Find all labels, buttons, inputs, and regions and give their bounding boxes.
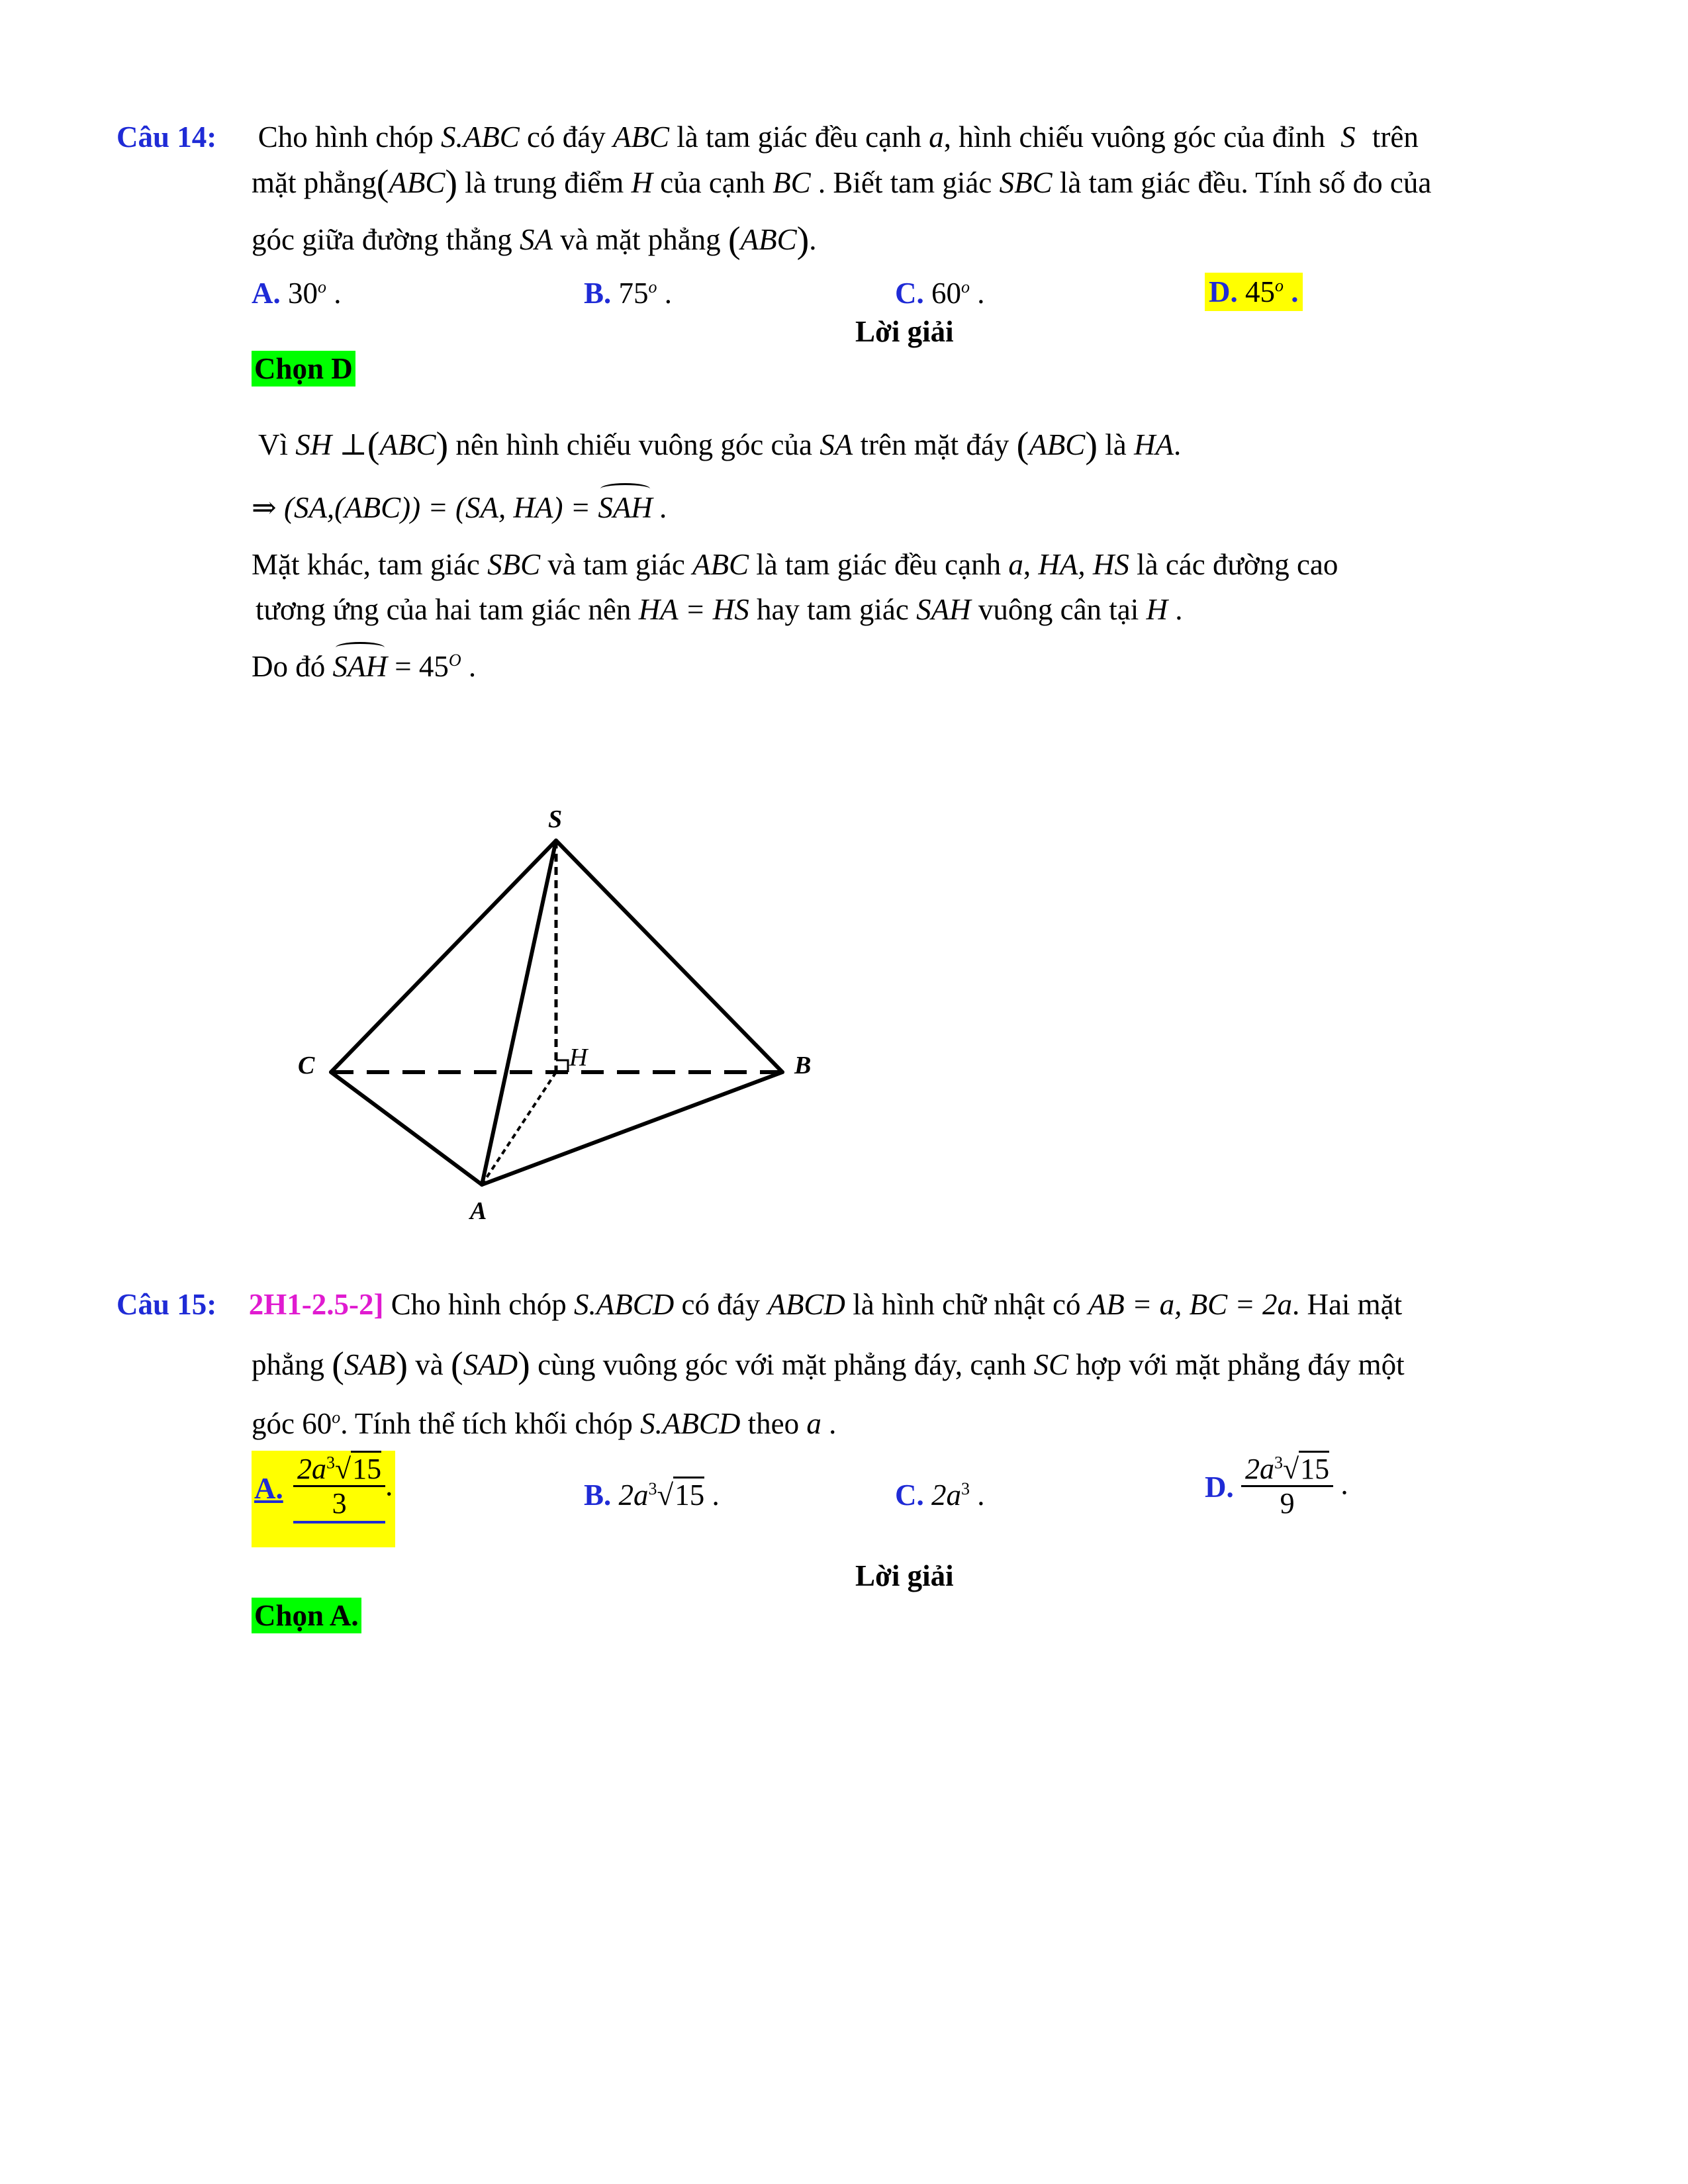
edge-sc (331, 841, 556, 1072)
q14-option-d: D. 45$^o$ . (1205, 273, 1303, 311)
q14-option-sup: o (318, 277, 326, 296)
q15-text: có đáy (681, 1288, 761, 1321)
q14-text: của cạnh (660, 166, 765, 199)
q14-text: Do đó (252, 650, 326, 683)
q14-option-letter: D. (1209, 275, 1238, 308)
q14-option-c: C. 60$^o$ . (895, 277, 985, 310)
q14-abc: ABC (740, 223, 797, 256)
q14-abc: ABC (612, 120, 669, 154)
q14-ha-eq-hs: HA = HS (638, 593, 749, 626)
q14-sol-line3: Mặt khác, tam giác SBC và tam giác ABC là tam giác đều cạnh a, HA, HS là các đường cao (252, 548, 1338, 581)
q14-text: hay tam giác (756, 593, 909, 626)
q15-text: hợp với mặt phẳng đáy một (1076, 1348, 1405, 1381)
q15-option-letter: C. (895, 1479, 924, 1512)
q14-bc: BC (773, 166, 811, 199)
q14-sa: SA (520, 223, 553, 256)
q15-solution-title: Lời giải (855, 1559, 954, 1592)
q14-a: a (1008, 548, 1023, 581)
q14-text: vuông cân tại (978, 593, 1139, 626)
q15-option-root: 15 (351, 1451, 381, 1485)
q15-degree-sup: o (332, 1408, 341, 1427)
q15-angle-value: 60 (302, 1407, 332, 1440)
q14-text: mặt phẳng (252, 166, 377, 199)
q14-option-value: 75 (618, 277, 649, 310)
q14-text: trên mặt đáy (860, 428, 1009, 461)
q14-option-letter: A. (252, 277, 281, 310)
q14-text: trên (1372, 120, 1419, 154)
q15-option-b: B. $2a^3√15$ . (584, 1477, 720, 1513)
q14-text: và mặt phẳng (560, 223, 721, 256)
q14-sol-line1: Vì SH ⊥(ABC) nên hình chiếu vuông góc của SA trên mặt đáy (ABC) là HA. (258, 425, 1182, 466)
q14-text: là tam giác đều cạnh (677, 120, 922, 154)
q14-a: a (929, 120, 944, 154)
q14-option-value: 60 (931, 277, 961, 310)
q14-text: là (1105, 428, 1127, 461)
q14-degree-sup: O (448, 651, 461, 670)
q15-text: phẳng (252, 1348, 324, 1381)
q14-line2: mặt phẳng(ABC) là trung điểm H của cạnh BC . Biết tam giác SBC là tam giác đều. Tính số đo của (252, 163, 1432, 204)
q15-text: . Hai mặt (1291, 1288, 1403, 1321)
q14-option-sup: o (648, 277, 657, 296)
q15-abcd: ABCD (767, 1288, 845, 1321)
edge-sa (482, 841, 556, 1185)
pyramid-figure (278, 801, 821, 1231)
q14-text: góc giữa đường thẳng (252, 223, 512, 256)
q14-option-a: A. 30$^o$ . (252, 277, 342, 310)
q14-text: là tam giác đều cạnh (756, 548, 1002, 581)
q14-sol-line4: tương ứng của hai tam giác nên HA = HS hay tam giác SAH vuông cân tại H . (256, 593, 1183, 626)
q14-text: = 45 (395, 650, 449, 683)
q14-sol-line5: Do đó SAH = $45^O$ . (252, 650, 477, 683)
q14-option-letter: C. (895, 277, 924, 310)
q15-chosen: Chọn A. (252, 1598, 361, 1633)
q15-line1 (117, 1287, 1402, 1322)
q14-angle-sah: SAH (332, 650, 387, 683)
q15-code: 2H1-2.5-2] (248, 1288, 384, 1321)
q15-text: góc (252, 1407, 295, 1440)
q15-text: theo (747, 1407, 800, 1440)
q14-sol-line2: ⇒ (SA,(ABC)) = (SA, HA) = SAH . (252, 491, 668, 524)
q14-line3: góc giữa đường thẳng SA và mặt phẳng (ABC). (252, 220, 817, 261)
q15-option-d: D. $\frac{2a^3√15}{9}$ . (1205, 1453, 1348, 1521)
q14-h: H (1146, 593, 1168, 626)
q14-sah: SAH (916, 593, 971, 626)
q15-sab: SAB (344, 1348, 396, 1381)
q15-ab-bc: AB = a, BC = 2a (1088, 1288, 1292, 1321)
q15-sabcd: S.ABCD (640, 1407, 741, 1440)
q15-text: và (415, 1348, 444, 1381)
q14-option-value: 45 (1245, 275, 1275, 308)
q14-h: H (631, 166, 653, 199)
q15-text: là hình chữ nhật có (853, 1288, 1081, 1321)
q15-text: . Tính thể tích khối chóp (340, 1407, 633, 1440)
q15-option-num: 2a (1245, 1453, 1274, 1485)
q15-sad: SAD (463, 1348, 518, 1381)
q14-text: Mặt khác, tam giác (252, 548, 480, 581)
q14-sbc: SBC (999, 166, 1053, 199)
q14-text: là trung điểm (465, 166, 624, 199)
q14-sa: SA (820, 428, 853, 461)
q14-option-b: B. 75$^o$ . (584, 277, 673, 310)
q15-line3: góc 60$^o$. Tính thể tích khối chóp S.ABCD theo a . (252, 1407, 837, 1440)
q15-option-sup: 3 (1274, 1453, 1283, 1473)
q15-option-value: 2a (618, 1479, 649, 1512)
edge-ab (482, 1072, 782, 1185)
q15-option-root: 15 (1299, 1451, 1329, 1485)
q14-abc: ABC (389, 166, 445, 199)
label-b: B (794, 1052, 812, 1079)
edge-ca (331, 1072, 482, 1185)
q15-line2: phẳng (SAB) và (SAD) cùng vuông góc với mặt phẳng đáy, cạnh SC hợp với mặt phẳng đáy một (252, 1345, 1405, 1386)
q14-text: là tam giác đều. Tính số đo của (1059, 166, 1432, 199)
q15-label: Câu 15: (117, 1288, 217, 1321)
label-s: S (548, 805, 563, 833)
q15-option-letter: A. (254, 1472, 283, 1505)
q14-text: có đáy (527, 120, 606, 154)
q14-chosen: Chọn D (252, 351, 355, 387)
q15-sc: SC (1033, 1348, 1069, 1381)
q15-text: cùng vuông góc với mặt phẳng đáy, cạnh (538, 1348, 1027, 1381)
q14-text: là các đường cao (1137, 548, 1338, 581)
q15-option-value: 2a (931, 1479, 961, 1512)
q15-option-root: 15 (673, 1477, 704, 1512)
label-h: H (569, 1044, 588, 1071)
edge-sb (556, 841, 782, 1072)
q15-option-sup: 3 (326, 1453, 335, 1473)
q15-text: Cho hình chóp (391, 1288, 567, 1321)
q14-text: và tam giác (547, 548, 685, 581)
q15-option-letter: D. (1205, 1471, 1234, 1504)
q14-option-value: 30 (288, 277, 318, 310)
q14-option-sup: o (1275, 276, 1284, 295)
q15-option-sup: 3 (648, 1479, 657, 1498)
q15-option-c: C. $2a^3$ . (895, 1479, 985, 1512)
q14-text: Cho hình chóp (258, 120, 434, 154)
q14-text: tương ứng của hai tam giác nên (256, 593, 632, 626)
label-c: C (298, 1052, 315, 1079)
q14-option-letter: B. (584, 277, 612, 310)
q14-sh: SH (295, 428, 332, 461)
q14-s: S (1340, 120, 1356, 154)
q15-a: a (806, 1407, 821, 1440)
q14-abc: ABC (1029, 428, 1086, 461)
q14-sbc: SBC (487, 548, 541, 581)
label-a: A (470, 1197, 487, 1225)
q14-option-sup: o (961, 277, 970, 296)
q14-abc: ABC (692, 548, 749, 581)
q15-option-den: 3 (332, 1487, 347, 1520)
q14-implication: ⇒ (SA,(ABC)) = (SA, HA) = (252, 491, 591, 524)
q15-option-a: A. $\frac{2a^3√15}{3}$ . (252, 1451, 395, 1547)
q14-text: Vì (258, 428, 288, 461)
q14-text: , hình chiếu vuông góc của đỉnh (943, 120, 1325, 154)
q14-label: Câu 14: (117, 120, 217, 154)
q15-option-num: 2a (297, 1453, 326, 1485)
q14-ha: HA (1133, 428, 1174, 461)
q15-sabcd: S.ABCD (573, 1288, 675, 1321)
q14-ha-hs: HA, HS (1038, 548, 1129, 581)
q15-option-letter: B. (584, 1479, 612, 1512)
q15-option-sup: 3 (961, 1479, 970, 1498)
q14-solution-title: Lời giải (855, 315, 954, 348)
q14-text: nên hình chiếu vuông góc của (455, 428, 812, 461)
q14-sabc: S.ABC (441, 120, 520, 154)
q14-text: . Biết tam giác (818, 166, 992, 199)
q14-angle-sah: SAH (598, 491, 653, 524)
q14-line1 (117, 119, 1419, 155)
q14-abc: ABC (379, 428, 436, 461)
q15-option-den: 9 (1280, 1487, 1295, 1520)
